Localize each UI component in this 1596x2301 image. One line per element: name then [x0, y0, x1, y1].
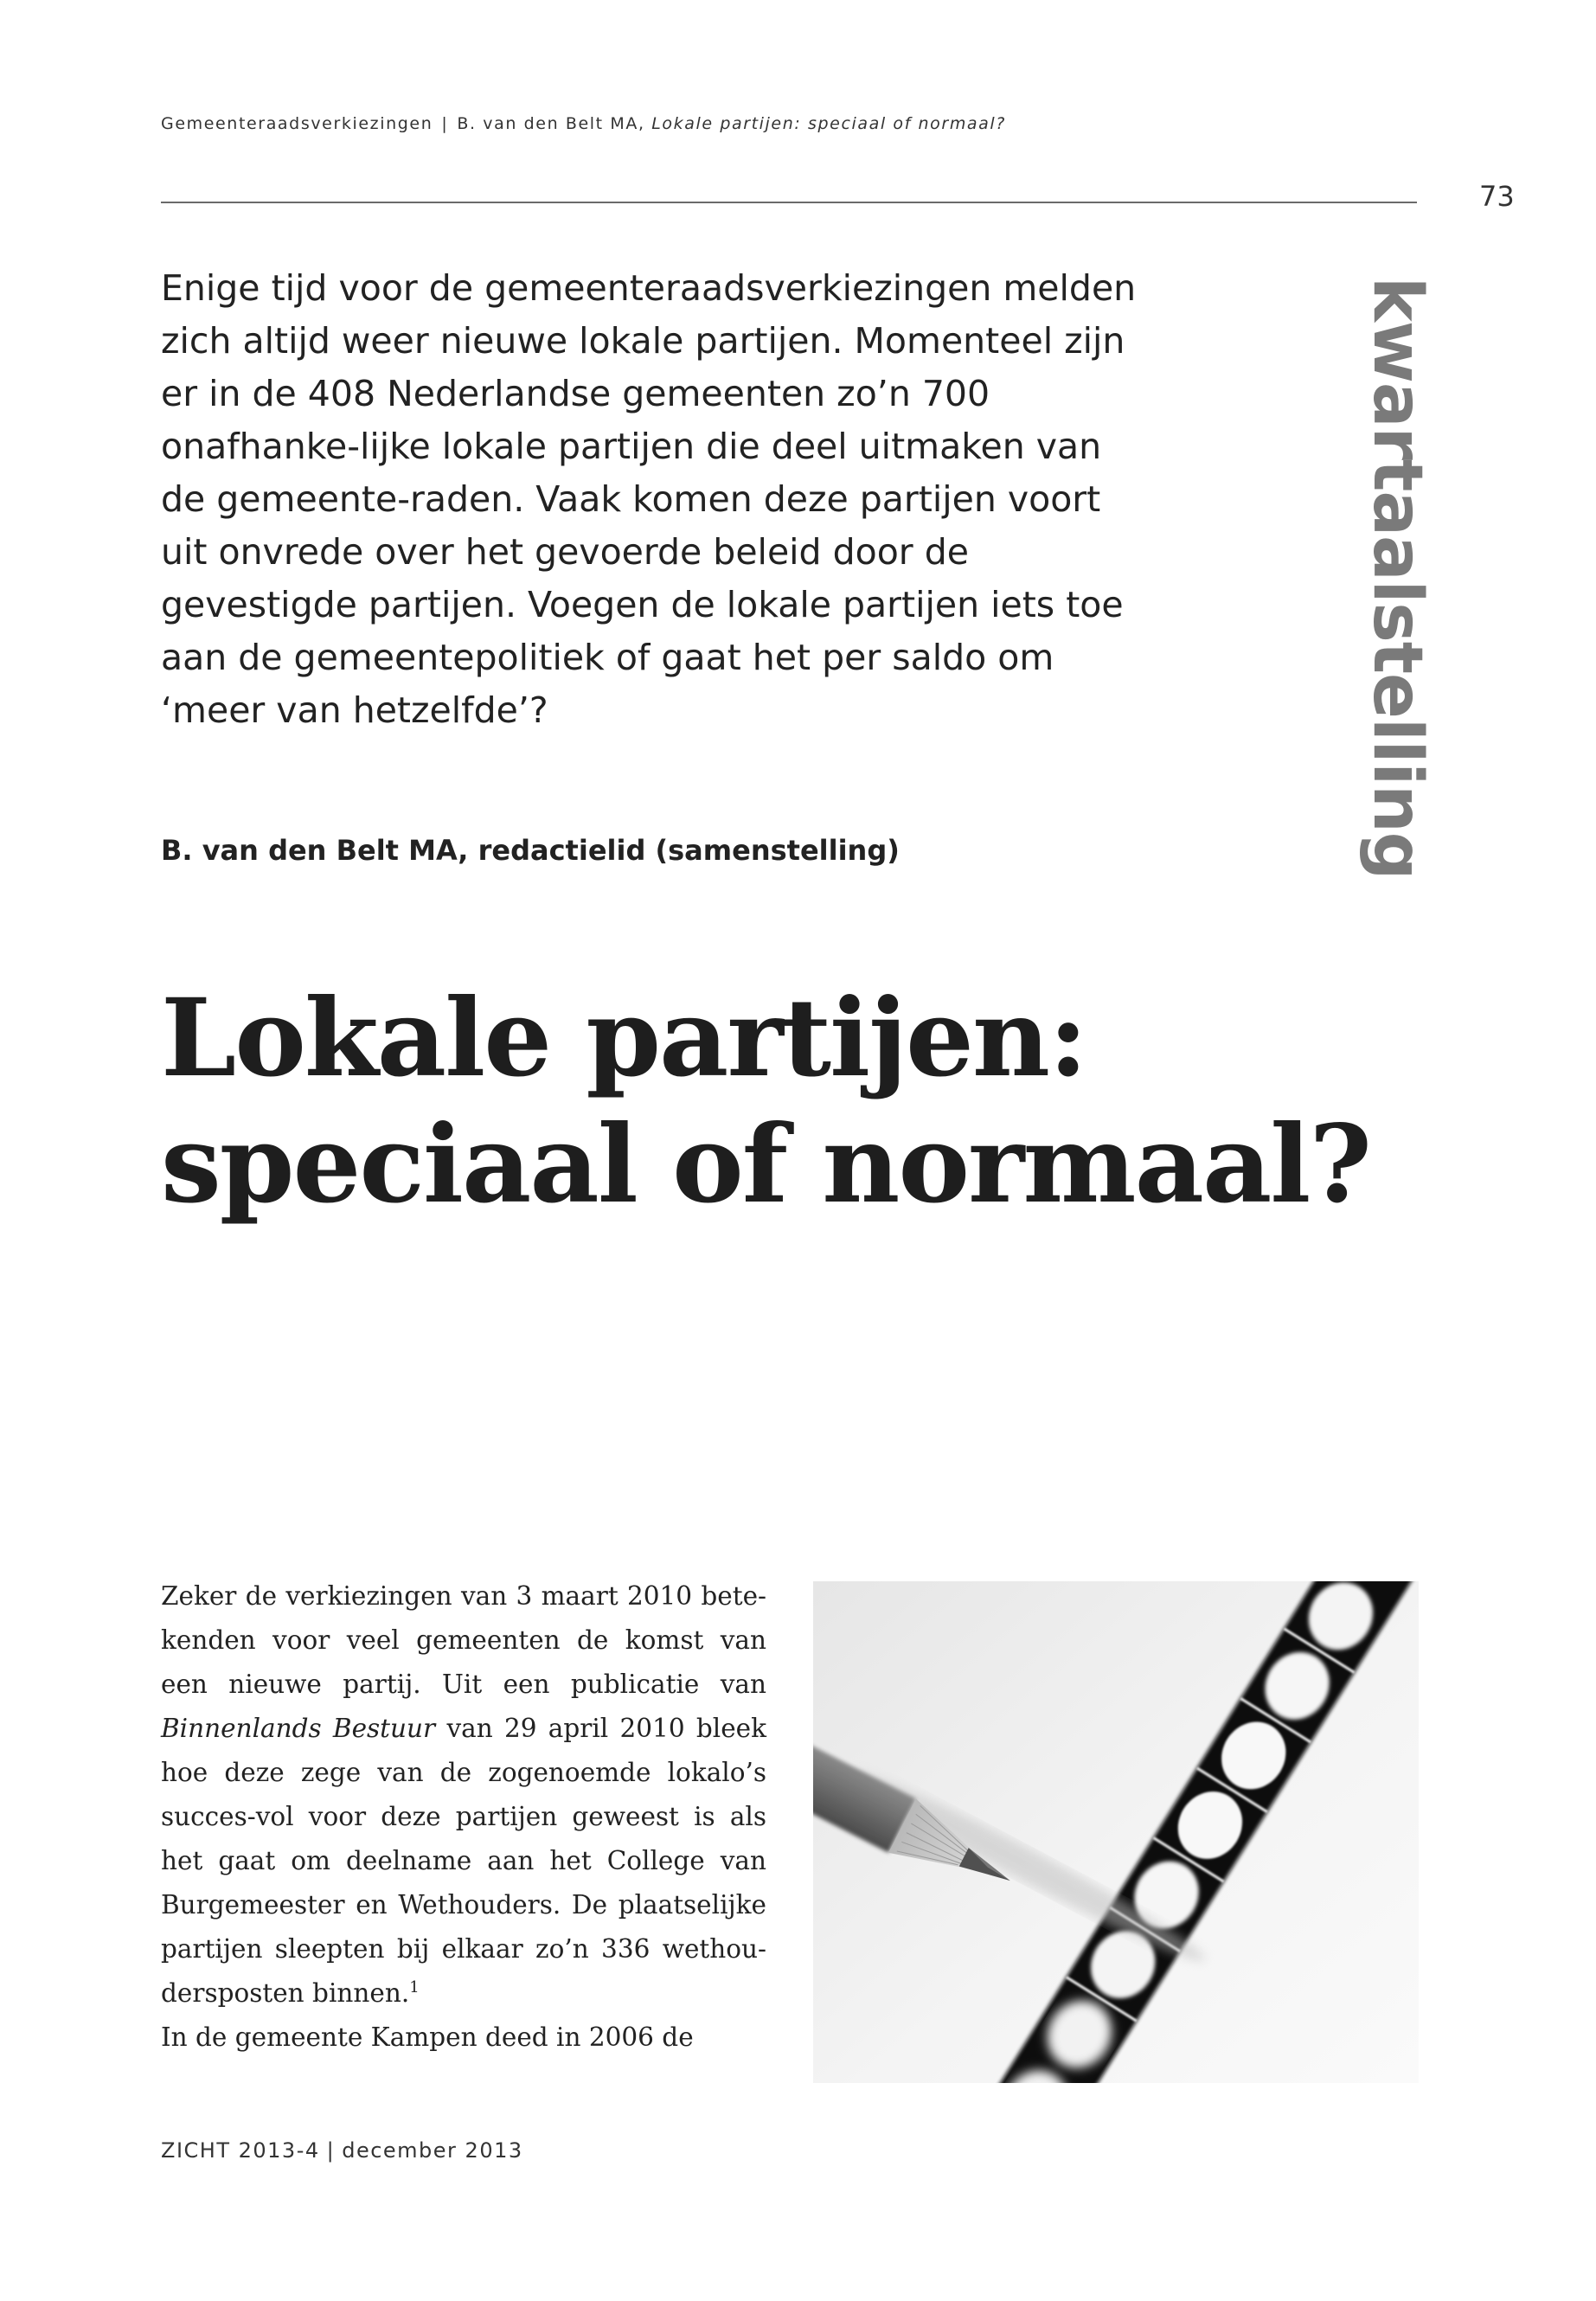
footnote-ref: 1	[409, 1978, 420, 1997]
side-label-text: kwartaalstelling	[1358, 277, 1436, 880]
running-head-separator: |	[441, 114, 449, 133]
running-head-title: Lokale partijen: speciaal of normaal?	[651, 114, 1006, 133]
article-title-line-2: speciaal of normaal?	[161, 1102, 1371, 1227]
article-title-line-1: Lokale partijen:	[161, 976, 1086, 1101]
pencil-ballot-photo	[813, 1581, 1419, 2083]
page-footer	[161, 2138, 523, 2163]
section-side-label	[1289, 277, 1548, 880]
page-number: 73	[1479, 180, 1515, 213]
header-rule	[161, 202, 1417, 203]
body-column	[161, 1574, 766, 2060]
body-paragraph-2: In de gemeente Kampen deed in 2006 de	[161, 2022, 694, 2052]
footer-issue: ZICHT 2013-4	[161, 2138, 320, 2163]
article-title	[161, 976, 1372, 1228]
running-head	[161, 114, 1006, 133]
pencil-ballot-illustration	[813, 1581, 1419, 2083]
footer-separator: |	[326, 2138, 336, 2163]
intro-paragraph	[161, 262, 1138, 737]
intro-text: Enige tijd voor de gemeenteraadsverkiezingen melden zich altijd weer nieuwe lokale partijen. Momenteel zijn er in de 408 Nederlandse gemeenten zo’n 700 onafhanke-lijke lokale partijen die deel uitmaken van de gemeente-raden. Vaak komen deze partijen voort uit onvrede over het gevoerde beleid door de gevestigde partijen. Voegen de lokale partijen iets toe aan de gemeentepolitiek of gaat het per saldo om ‘meer van hetzelfde’?	[161, 267, 1137, 731]
body-text-b: van 29 april 2010 bleek hoe deze zege van de zogenoemde lokalo’s succes-vol voor deze partijen geweest is als het gaat om deelname aan het College van Burgemeester en Wethouders. De plaatselijke partijen sleepten bij elkaar zo’n 336 wethou-dersposten binnen.	[161, 1714, 766, 2008]
footer-date: december 2013	[342, 2138, 523, 2163]
byline: B. van den Belt MA, redactielid (samenstelling)	[161, 834, 900, 867]
running-head-section: Gemeenteraadsverkiezingen	[161, 114, 433, 133]
publication-name: Binnenlands Bestuur	[161, 1714, 436, 1743]
body-paragraph-1	[161, 1574, 766, 2016]
running-head-author: B. van den Belt MA,	[457, 114, 645, 133]
body-text-a: Zeker de verkiezingen van 3 maart 2010 bete-kenden voor veel gemeenten de komst van een nieuwe partij. Uit een publicatie van	[161, 1581, 766, 1699]
